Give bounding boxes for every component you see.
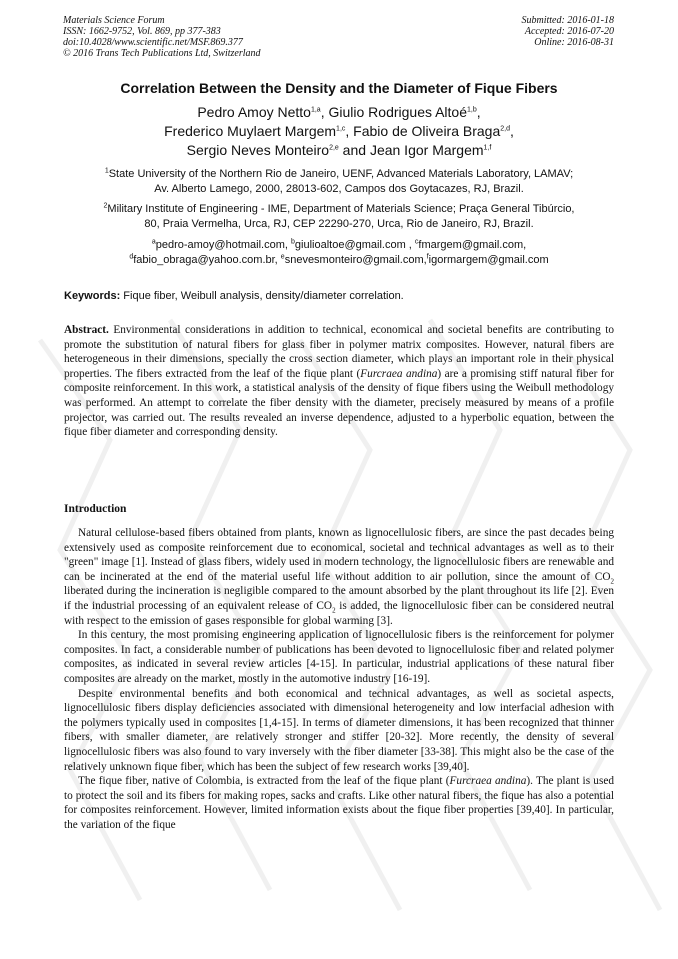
email-a: pedro-amoy@hotmail.com, bbox=[155, 239, 292, 251]
accepted-date: Accepted: 2016-07-20 bbox=[524, 26, 614, 37]
author-name: Fabio de Oliveira Braga bbox=[353, 123, 501, 139]
intro-paragraph: Natural cellulose-based fibers obtained from plants, known as lignocellulosic fibers, are since the past decades being extensively used as composite reinforcement due to economical, societal and technical advantages as well as to their "green" image [1]. Instead of glass fibers, widely used in modern technology, the lignocellulosic fibers are renewable and can be incinerated at the end of the material useful life without addition to air pollution, since the amount of $CO_2$ liberated during the incineration is negligible compared to the amount absorbed by the plant throughout its life [2]. Even if the industrial processing of an equivalent release of $CO_2$ is added, the lignocellulosic fiber can be considered neutral with respect to the emission of gases responsible for global warming [3]. bbox=[64, 527, 614, 627]
author-affil-mark: 1,a bbox=[310, 106, 321, 114]
keywords-text: Fique fiber, Weibull analysis, density/diameter correlation. bbox=[120, 290, 404, 302]
author-affil-mark: 1,b bbox=[467, 106, 477, 114]
email-c: fmargem@gmail.com, bbox=[418, 239, 527, 251]
journal-info bbox=[63, 15, 261, 59]
affiliation-1: $^1$State University of the Northern Rio de Janeiro, UENF, Advanced Materials Laboratory, LAMAV; Av. Alberto Lamego, 2000, 28013-602, Campos dos Goytacazes, RJ, Brazil. bbox=[104, 167, 574, 195]
journal-name: Materials Science Forum bbox=[63, 15, 165, 26]
paper-title: Correlation Between the Density and the Diameter of Fique Fibers bbox=[120, 80, 558, 96]
author-name: Sergio Neves Monteiro bbox=[186, 142, 330, 158]
author-affil-mark: 1,c bbox=[336, 125, 346, 133]
author-name: Giulio Rodrigues Altoé bbox=[328, 104, 468, 120]
intro-paragraph: The fique fiber, native of Colombia, is extracted from the leaf of the fique plant (Furcraea andina). The plant is used to protect the soil and its fibers for making ropes, sacks and crafts. Like other natural fibers, the fique has also a potential for composites reinforcement. However, limited information exists about the fique fiber properties [39,40]. In particular, the variation of the fique bbox=[64, 775, 615, 831]
intro-paragraph: Despite environmental benefits and both economical and technical advantages, as well as societal aspects, lignocellulosic fibers display deficiencies associated with dimensional heterogeneity and low interfacial adhesion with the polymers typically used in composites [1,4-15]. In terms of diameter dimensions, it has been recognized that thinner fibers, with smaller diameter, are relatively stronger and stiffer [20-32]. More recently, the density of several lignocellulosic fibers was also found to vary inversely with the fiber diameter [33-38]. This might also be the case of the relatively unknown fique fiber, which has been the subject of few research works [39,40]. bbox=[64, 687, 614, 773]
affiliation-2: $^2$Military Institute of Engineering - IME, Department of Materials Science; Praça General Tibúrcio, 80, Praia Vermelha, Urca, RJ, CEP 22290-270, Urca, Rio de Janeiro, RJ, Brazil. bbox=[103, 202, 575, 230]
author-list bbox=[0, 103, 678, 160]
keywords bbox=[64, 290, 614, 302]
email-d: fabio_obraga@yahoo.com.br, bbox=[133, 254, 281, 266]
abstract: Abstract. Environmental considerations in addition to technical, economical and societal benefits are contributing to promote the substitution of natural fibers for glass fiber in polymer matrix composites. However, natural fibers are heterogeneous in their dimensions, specially the cross section diameter, which plays an important role in their physical properties. The fibers extracted from the leaf of the fique plant (Furcraea andina) are a promising stiff natural fiber for composite reinforcement. In this work, a statistical analysis of the density of fique fibers using the Weibull methodology was performed. An attempt to correlate the fiber density with the diameter, precisely measured by means of a profile projector, was carried out. The results revealed an inverse dependence, adjusted to a hyperbolic equation, between the fique fiber diameter and corresponding density. bbox=[64, 324, 615, 439]
abstract-label: Abstract. bbox=[64, 324, 109, 336]
keywords-label: Keywords: bbox=[64, 290, 121, 302]
introduction-body bbox=[64, 526, 614, 832]
author-name: Frederico Muylaert Margem bbox=[164, 123, 337, 139]
email-f: igormargem@gmail.com bbox=[428, 254, 549, 266]
author-affil-mark: 2,d bbox=[500, 125, 510, 133]
author-name: Jean Igor Margem bbox=[369, 142, 484, 158]
author-affil-mark: 2,e bbox=[329, 144, 339, 152]
intro-paragraph: In this century, the most promising engineering application of lignocellulosic fibers is the reinforcement for polymer composites. In fact, a considerable number of publications has been devoted to lignocellulosic fiber and related polymer composites, as indicated in several review articles [4-15]. In particular, industrial applications of these natural fiber composites are already on the market, mostly in the automotive industry [16-19]. bbox=[64, 629, 614, 685]
author-line: Sergio Neves Monteiro$^{2,e}$ and Jean Igor Margem$^{1,f}$ bbox=[186, 142, 492, 158]
email-list: $^a$pedro-amoy@hotmail.com, $^b$giulioaltoe@gmail.com , $^c$fmargem@gmail.com, $^d$fabio_obraga@yahoo.com.br, $^e$snevesmonteiro@gmail.com,$^f$igormargem@gmail.com bbox=[129, 238, 549, 266]
email-b: giulioaltoe@gmail.com , bbox=[294, 239, 415, 251]
journal-copyright: © 2016 Trans Tech Publications Ltd, Switzerland bbox=[63, 48, 261, 59]
email-e: snevesmonteiro@gmail.com, bbox=[284, 254, 427, 266]
submission-dates bbox=[522, 15, 615, 48]
journal-issn: ISSN: 1662-9752, Vol. 869, pp 377-383 bbox=[63, 26, 221, 37]
submitted-date: Submitted: 2016-01-18 bbox=[521, 15, 614, 26]
author-line: Frederico Muylaert Margem$^{1,c}$, Fabio de Oliveira Braga$^{2,d}$, bbox=[164, 123, 514, 139]
author-name: Pedro Amoy Netto bbox=[197, 104, 311, 120]
online-date: Online: 2016-08-31 bbox=[534, 37, 614, 48]
introduction-heading: Introduction bbox=[64, 503, 127, 515]
journal-doi: doi:10.4028/www.scientific.net/MSF.869.377 bbox=[63, 37, 243, 48]
author-line: Pedro Amoy Netto$^{1,a}$, Giulio Rodrigues Altoé$^{1,b}$, bbox=[197, 104, 481, 120]
author-affil-mark: 1,f bbox=[483, 144, 492, 152]
